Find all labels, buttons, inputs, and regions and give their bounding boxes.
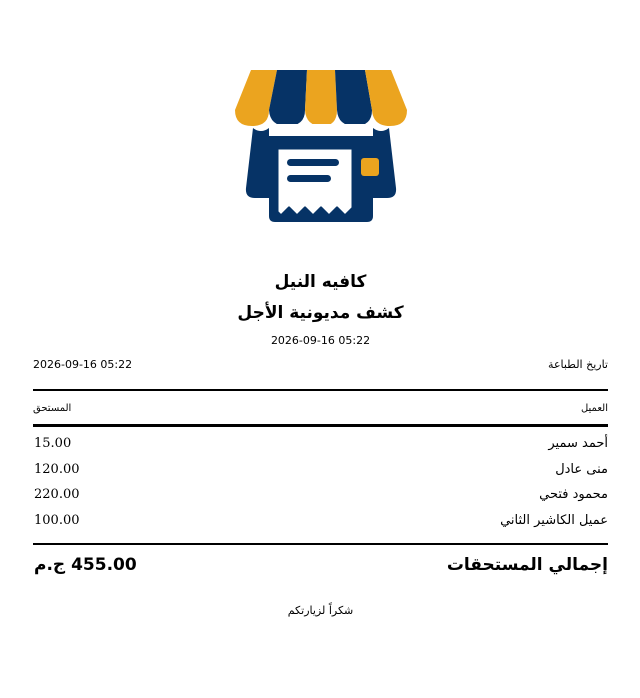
print-date-value: 2026-09-16 05:22	[33, 358, 133, 371]
total-row	[33, 555, 608, 581]
table-row	[33, 487, 608, 513]
due-amount: 15.00	[34, 436, 72, 451]
table-row	[33, 436, 608, 462]
table-header	[33, 403, 608, 419]
total-label: إجمالي المستحقات	[446, 555, 608, 575]
shop-name: كافيه النيل	[274, 272, 367, 292]
customer-name: محمود فتحي	[539, 487, 608, 503]
due-amount: 100.00	[34, 512, 80, 528]
debt-table	[33, 436, 608, 538]
column-header-customer: العميل	[580, 403, 608, 414]
due-amount: 220.00	[34, 487, 80, 503]
shop-receipt-icon	[233, 66, 409, 226]
total-value: 455.00 ج.م	[34, 555, 137, 575]
print-date-label: تاريخ الطباعة	[548, 358, 608, 371]
customer-name: عميل الكاشير الثاني	[500, 512, 608, 528]
due-amount: 120.00	[34, 461, 80, 477]
divider	[33, 389, 608, 391]
column-header-due: المستحق	[33, 403, 72, 414]
table-row	[33, 513, 608, 539]
footer-thanks: شكراً لزيارتكم	[287, 604, 354, 617]
table-row	[33, 462, 608, 488]
divider	[33, 424, 608, 427]
customer-name: أحمد سمير	[548, 436, 608, 451]
divider	[33, 543, 608, 545]
customer-name: منى عادل	[555, 461, 608, 477]
report-title: كشف مديونية الأجل	[237, 303, 404, 323]
report-datetime: 2026-09-16 05:22	[270, 334, 371, 347]
receipt	[33, 0, 608, 698]
print-date-row	[33, 358, 608, 374]
